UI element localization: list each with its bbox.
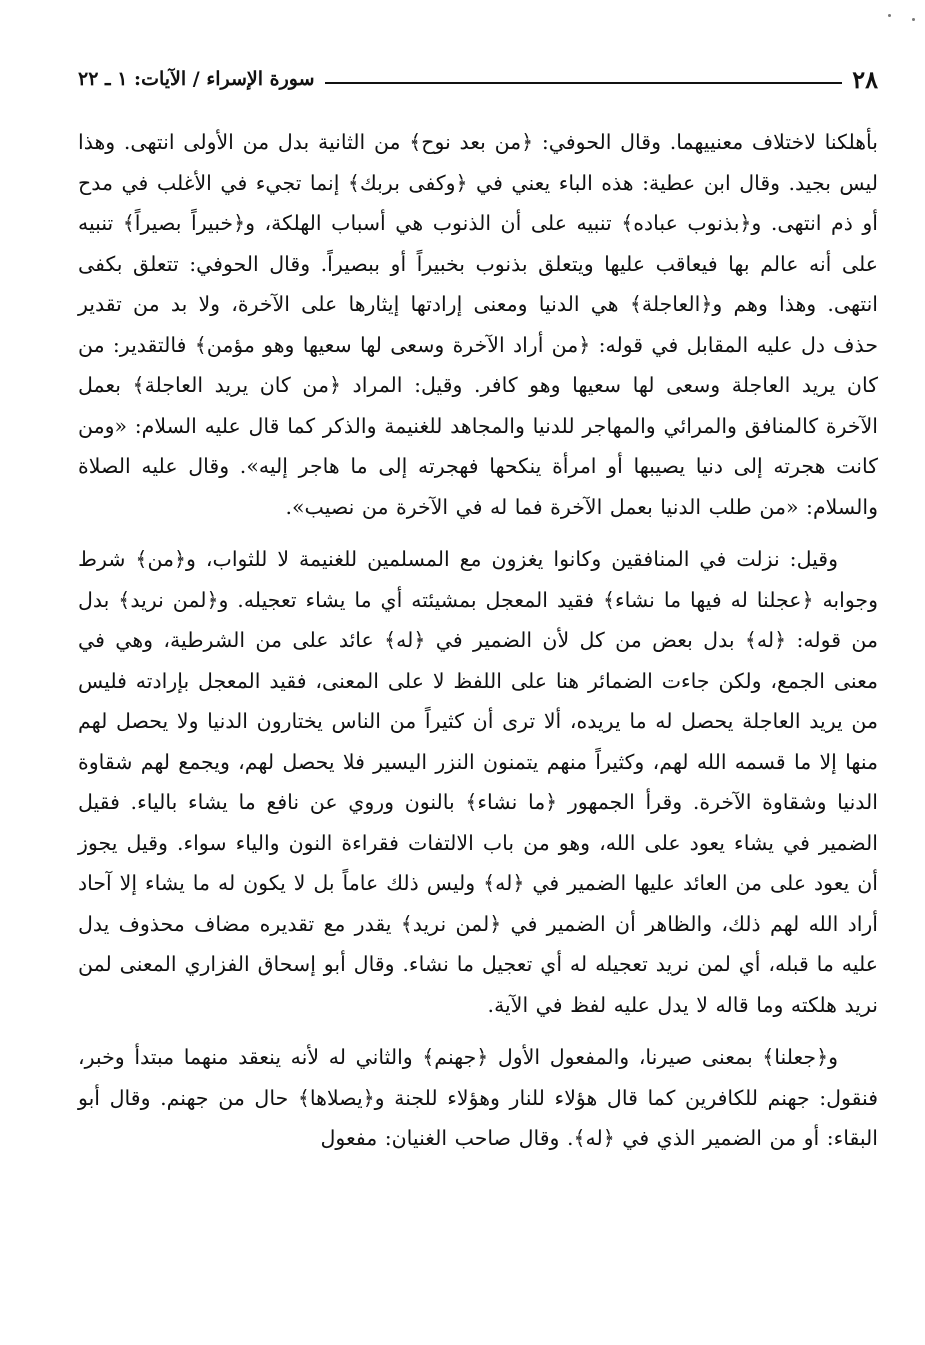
- header-rule: [325, 82, 843, 84]
- paragraph-2: وقيل: نزلت في المنافقين وكانوا يغزون مع المسلمين للغنيمة لا للثواب، و﴿من﴾ شرط وجوابه ﴿عجلنا له فيها ما نشاء﴾ فقيد المعجل بمشيئته أي ما يشاء تعجيله. و﴿لمن نريد﴾ بدل من قوله: ﴿له﴾ بدل بعض من كل لأن الضمير في ﴿له﴾ عائد على من الشرطية، وهي في معنى الجمع، ولكن جاءت الضمائر هنا على اللفظ لا على المعنى، فقيد المعجل بإرادته فليس من يريد العاجلة يحصل له ما يريده، ألا ترى أن كثيراً من الناس يختارون الدنيا ولا يحصل لهم منها إلا ما قسمه الله لهم، وكثيراً منهم يتمنون النزر اليسير فلا يحصل لهم، ويجمع لهم شقاوة الدنيا وشقاوة الآخرة. وقرأ الجمهور ﴿ما نشاء﴾ بالنون وروي عن نافع ما يشاء بالياء. فقيل الضمير في يشاء يعود على الله، وهو من باب الالتفات فقراءة النون والياء سواء. وقيل يجوز أن يعود على من العائد عليها الضمير في ﴿له﴾ وليس ذلك عاماً بل لا يكون له ما يشاء إلا آحاد أراد الله لهم ذلك، والظاهر أن الضمير في ﴿لمن نريد﴾ يقدر مع تقديره مضاف محذوف يدل عليه ما قبله، أي لمن نريد تعجيله له أي تعجيل ما نشاء. وقال أبو إسحاق الفزاري المعنى لمن نريد هلكته وما قاله لا يدل عليه لفظ في الآية.: [78, 547, 878, 1017]
- scan-speck: [888, 14, 891, 17]
- page-number: ٢٨: [852, 64, 878, 94]
- body-text: [78, 122, 878, 1159]
- paragraph-1: بأهلكنا لاختلاف معنييهما. وقال الحوفي: ﴿من بعد نوح﴾ من الثانية بدل من الأولى انتهى. وهذا ليس بجيد. وقال ابن عطية: هذه الباء يعني في ﴿وكفى بربك﴾ إنما تجيء في الأغلب في مدح أو ذم انتهى. و﴿بذنوب عباده﴾ تنبيه على أن الذنوب هي أسباب الهلكة، و﴿خبيراً بصيراً﴾ تنبيه على أنه عالم بها فيعاقب عليها ويتعلق بذنوب بخبيراً أو ببصيراً. وقال الحوفي: تتعلق بكفى انتهى. وهذا وهم و﴿العاجلة﴾ هي الدنيا ومعنى إرادتها إيثارها على الآخرة، ولا بد من تقدير حذف دل عليه المقابل في قوله: ﴿من أراد الآخرة وسعى لها سعيها وهو مؤمن﴾ فالتقدير: من كان يريد العاجلة وسعى لها سعيها وهو كافر. وقيل: المراد ﴿من كان يريد العاجلة﴾ بعمل الآخرة كالمنافق والمرائي والمهاجر للدنيا والمجاهد للغنيمة والذكر كما قال عليه السلام: «ومن كانت هجرته إلى دنيا يصيبها أو امرأة ينكحها فهجرته إلى ما هاجر إليه». وقال عليه الصلاة والسلام: «من طلب الدنيا بعمل الآخرة فما له في الآخرة من نصيب».: [78, 130, 878, 519]
- running-title: سورة الإسراء / الآيات: ١ ـ ٢٢: [78, 68, 315, 90]
- page-header: [78, 60, 878, 98]
- paragraph-3: و﴿جعلنا﴾ بمعنى صيرنا، والمفعول الأول ﴿جهنم﴾ والثاني له لأنه ينعقد منهما مبتدأ وخبر، فنقول: جهنم للكافرين كما قال هؤلاء للنار وهؤلاء للجنة و﴿يصلاها﴾ حال من جهنم. وقال أبو البقاء: أو من الضمير الذي في ﴿له﴾. وقال صاحب الغنيان: مفعول: [78, 1045, 878, 1150]
- book-page: [78, 60, 878, 1159]
- scan-speck: [912, 18, 915, 21]
